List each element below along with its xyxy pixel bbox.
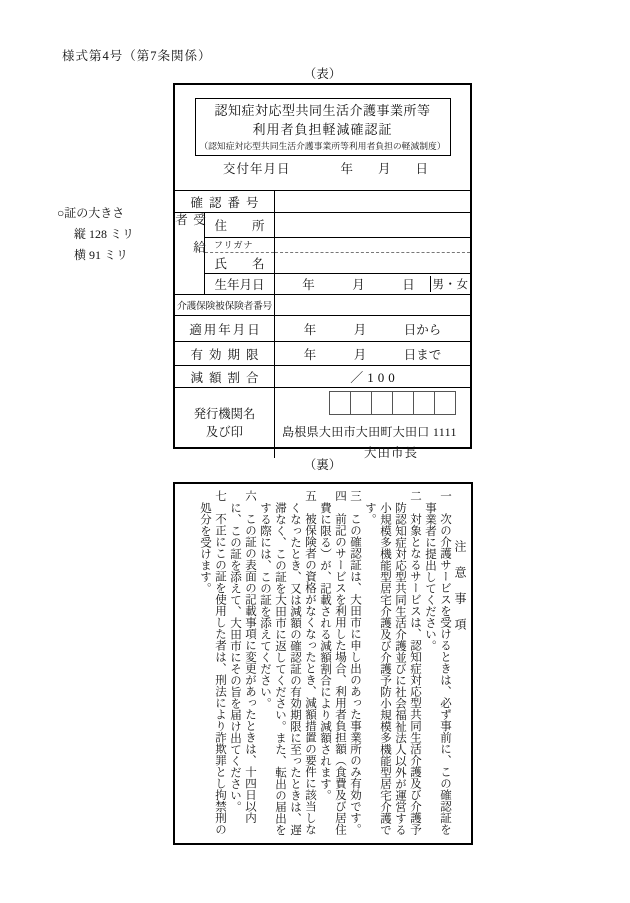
notes-item: 四 前記のサービスを利用した場合、利用者負担額（食費及び居住費に限る）が、記載される減額割合により減額されます。 — [319, 490, 346, 835]
title-line1: 認知症対応型共同生活介護事業所等 — [214, 103, 431, 118]
size-note-title: ○証の大きさ — [57, 206, 125, 220]
back-side-marker: （裏） — [303, 458, 342, 472]
card-size-note — [57, 203, 134, 266]
issuer-label-cell — [175, 388, 275, 458]
notes-list — [197, 490, 452, 837]
stamp-box — [329, 391, 351, 415]
notes-item: 七 不正にこの証を使用した者は、刑法により詐欺罪とし拘禁刑の処分を受けます。 — [199, 490, 226, 835]
address-row — [205, 213, 470, 237]
notes-item: 六 この証の表面の記載事項に変更があったときは、十四日以内に、この証を添えて、大田市にその旨を届け出てください。 — [229, 490, 256, 824]
notes-item: 一 次の介護サービスを受けるときは、必ず事前に、この確認証を事業者に提出してください。 — [424, 490, 451, 835]
reduction-rate-field: ／100 — [350, 370, 399, 385]
insurance-number-label: 介護保険被保険者番号 — [175, 295, 275, 315]
stamp-box — [434, 391, 456, 415]
issue-date-value: 年 月 日 — [340, 161, 429, 176]
reduction-rate-label: 減額割合 — [175, 366, 275, 387]
name-label-cell — [205, 238, 275, 274]
stamp-box — [413, 391, 435, 415]
stamp-grid — [329, 391, 470, 415]
certificate-front-card — [173, 83, 472, 460]
form-number: 様式第4号（第7条関係） — [62, 49, 212, 63]
apply-date-label: 適用年月日 — [175, 316, 275, 341]
reduction-rate-row — [175, 365, 470, 387]
size-note-height: 縦 128 ミリ — [74, 227, 135, 241]
size-note-width: 横 91 ミリ — [74, 248, 129, 262]
issue-date-row — [175, 156, 470, 179]
birthdate-row — [205, 273, 470, 294]
notes-vertical-text — [175, 484, 471, 843]
recipient-group-label: 受給者 — [173, 213, 206, 268]
issuer-cell — [275, 388, 470, 458]
insurance-number-row — [175, 294, 470, 315]
furigana-half — [205, 238, 274, 253]
title-subtitle: （認知症対応型共同生活介護事業所等利用者負担の軽減制度） — [199, 141, 446, 151]
confirm-number-row — [175, 190, 470, 212]
apply-date-field: 年 月 日から — [303, 322, 442, 337]
furigana-field — [275, 238, 470, 253]
birthdate-cell — [275, 274, 470, 294]
title-line2: 利用者負担軽減確認証 — [252, 122, 393, 137]
certificate-back-card — [173, 482, 473, 845]
notes-heading: 注 意 事 項 — [453, 540, 467, 631]
card-header — [175, 98, 470, 190]
issuer-row — [175, 387, 470, 458]
issuer-label-line2: 及び印 — [206, 425, 243, 439]
certificate-title-box — [195, 98, 451, 156]
issuer-label-line1: 発行機関名 — [193, 407, 256, 421]
insurance-number-field — [275, 295, 470, 315]
issue-date-label: 交付年月日 — [223, 161, 291, 176]
name-field-cell — [275, 238, 470, 274]
confirm-number-label: 確認番号 — [175, 191, 275, 212]
address-field — [275, 213, 470, 237]
issuer-address: 島根県大田市大田町大田口 1111 — [282, 425, 457, 439]
notes-item: 五 被保険者の資格がなくなったとき、減額措置の要件に該当しなくなったとき、又は減額の確認証の有効期限に至ったときは、遅滞なく、この証を大田市に返してください。また、転出の届出をする際には、この証を添えてください。 — [259, 490, 316, 835]
notes-item: 二 対象となるサービスは、認知症対応型共同生活介護及び介護予防認知症対応型共同生活介護並びに社会福祉法人以外が運営する小規模多機能型居宅介護及び介護予防小規模多機能型居宅介護です。 — [364, 490, 421, 835]
front-side-marker: （表） — [303, 67, 342, 81]
valid-until-row — [175, 341, 470, 365]
apply-date-row — [175, 315, 470, 341]
valid-until-field: 年 月 日まで — [303, 347, 442, 362]
stamp-box — [350, 391, 372, 415]
notes-item: 三 この確認証は、大田市に申し出のあった事業所のみ有効です。 — [349, 490, 361, 835]
address-label: 住 所 — [205, 213, 275, 237]
birthdate-field: 年 月 日 — [302, 278, 415, 293]
recipient-group-label-cell — [175, 213, 205, 294]
name-field — [275, 253, 470, 274]
stamp-box — [392, 391, 414, 415]
furigana-label: フリガナ — [214, 240, 254, 251]
valid-until-label: 有効期限 — [175, 342, 275, 365]
recipient-group-fields — [205, 213, 470, 294]
issuer-name: 大田市長 — [363, 446, 418, 460]
confirm-number-field — [275, 191, 470, 212]
birthdate-label: 生年月日 — [205, 274, 275, 294]
stamp-box — [371, 391, 393, 415]
name-label: 氏 名 — [214, 256, 265, 271]
gender-field: 男・女 — [430, 276, 470, 292]
recipient-group-row — [175, 212, 470, 294]
name-row — [205, 237, 470, 274]
